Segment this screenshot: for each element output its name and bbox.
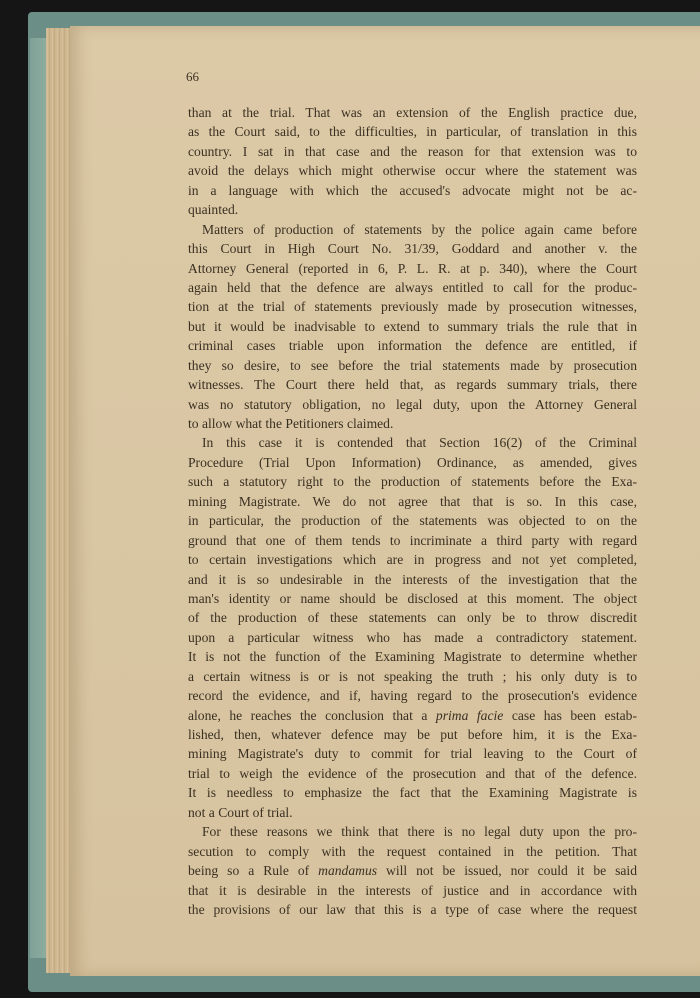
- text-line: they so desire, to see before the trial statements made by prosecution: [188, 357, 637, 373]
- text-line: ground that one of them tends to incriminate a third party with regard: [188, 532, 637, 548]
- text-line: criminal cases triable upon information the defence are entitled, if: [188, 338, 637, 354]
- text-line: a certain witness is or is not speaking the truth ; his only duty is to: [188, 668, 637, 684]
- text-line: man's identity or name should be disclosed at this moment. The object: [188, 590, 637, 606]
- text-line: country. I sat in that case and the reason for that extension was to: [188, 143, 637, 159]
- text-line: but it would be inadvisable to extend to summary trials the rule that in: [188, 318, 637, 334]
- text-line: this Court in High Court No. 31/39, Goddard and another v. the: [188, 241, 637, 257]
- text-line: the provisions of our law that this is a type of case where the request: [188, 901, 637, 917]
- page-text-body: [188, 103, 637, 919]
- text-line: witnesses. The Court there held that, as regards summary trials, there: [188, 377, 637, 393]
- text-line: and it is so undesirable in the interests of the investigation that the: [188, 571, 637, 587]
- text-line: upon a particular witness who has made a contradictory statement.: [188, 629, 637, 645]
- text-line: lished, then, whatever defence may be put before him, it is the Exa-: [188, 727, 637, 742]
- text-line: Procedure (Trial Upon Information) Ordinance, as amended, gives: [188, 454, 637, 470]
- text-line: secution to comply with the request contained in the petition. That: [188, 843, 637, 859]
- text-line: For these reasons we think that there is no legal duty upon the pro-: [202, 824, 637, 840]
- text-line: Attorney General (reported in 6, P. L. R. at p. 340), where the Court: [188, 260, 637, 276]
- text-line: It is not the function of the Examining Magistrate to determine whether: [188, 649, 637, 665]
- text-line: was no statutory obligation, no legal duty, upon the Attorney General: [188, 396, 637, 412]
- text-line: quainted.: [188, 202, 239, 218]
- text-line: that it is desirable in the interests of justice and in accordance with: [188, 882, 637, 898]
- text-line: mining Magistrate's duty to commit for trial leaving to the Court of: [188, 746, 637, 762]
- text-line: of the production of these statements can only be to throw discredit: [188, 610, 637, 626]
- text-line: tion at the trial of statements previously made by prosecution witnesses,: [188, 299, 637, 315]
- page-number: 66: [186, 69, 199, 84]
- text-line: being so a Rule of mandamus will not be issued, nor could it be said: [188, 863, 637, 879]
- text-line: In this case it is contended that Section 16(2) of the Criminal: [202, 435, 637, 451]
- text-line: than at the trial. That was an extension of the English practice due,: [188, 105, 637, 120]
- text-line: alone, he reaches the conclusion that a prima facie case has been estab-: [188, 707, 637, 723]
- italic-term: mandamus: [318, 863, 378, 879]
- italic-term: prima facie: [435, 707, 504, 723]
- text-line: to certain investigations which are in progress and not yet completed,: [188, 552, 637, 568]
- text-line: to allow what the Petitioners claimed.: [188, 416, 394, 431]
- text-line: again held that the defence are always entitled to call for the produc-: [188, 279, 637, 295]
- text-line: such a statutory right to the production of statements before the Exa-: [188, 474, 637, 490]
- text-line: Matters of production of statements by the police again came before: [202, 221, 637, 237]
- text-line: record the evidence, and if, having regard to the prosecution's evidence: [188, 688, 637, 704]
- text-line: trial to weigh the evidence of the prosecution and that of the defence.: [188, 765, 637, 781]
- text-line: in a language with which the accused's advocate might not be ac-: [188, 182, 637, 198]
- text-line: not a Court of trial.: [188, 804, 293, 820]
- text-line: mining Magistrate. We do not agree that that is so. In this case,: [188, 493, 637, 509]
- text-line: in particular, the production of the statements was objected to on the: [188, 513, 637, 529]
- text-line: as the Court said, to the difficulties, in particular, of translation in this: [188, 124, 637, 140]
- text-line: It is needless to emphasize the fact that the Examining Magistrate is: [188, 785, 637, 801]
- text-line: avoid the delays which might otherwise occur where the statement was: [188, 163, 637, 179]
